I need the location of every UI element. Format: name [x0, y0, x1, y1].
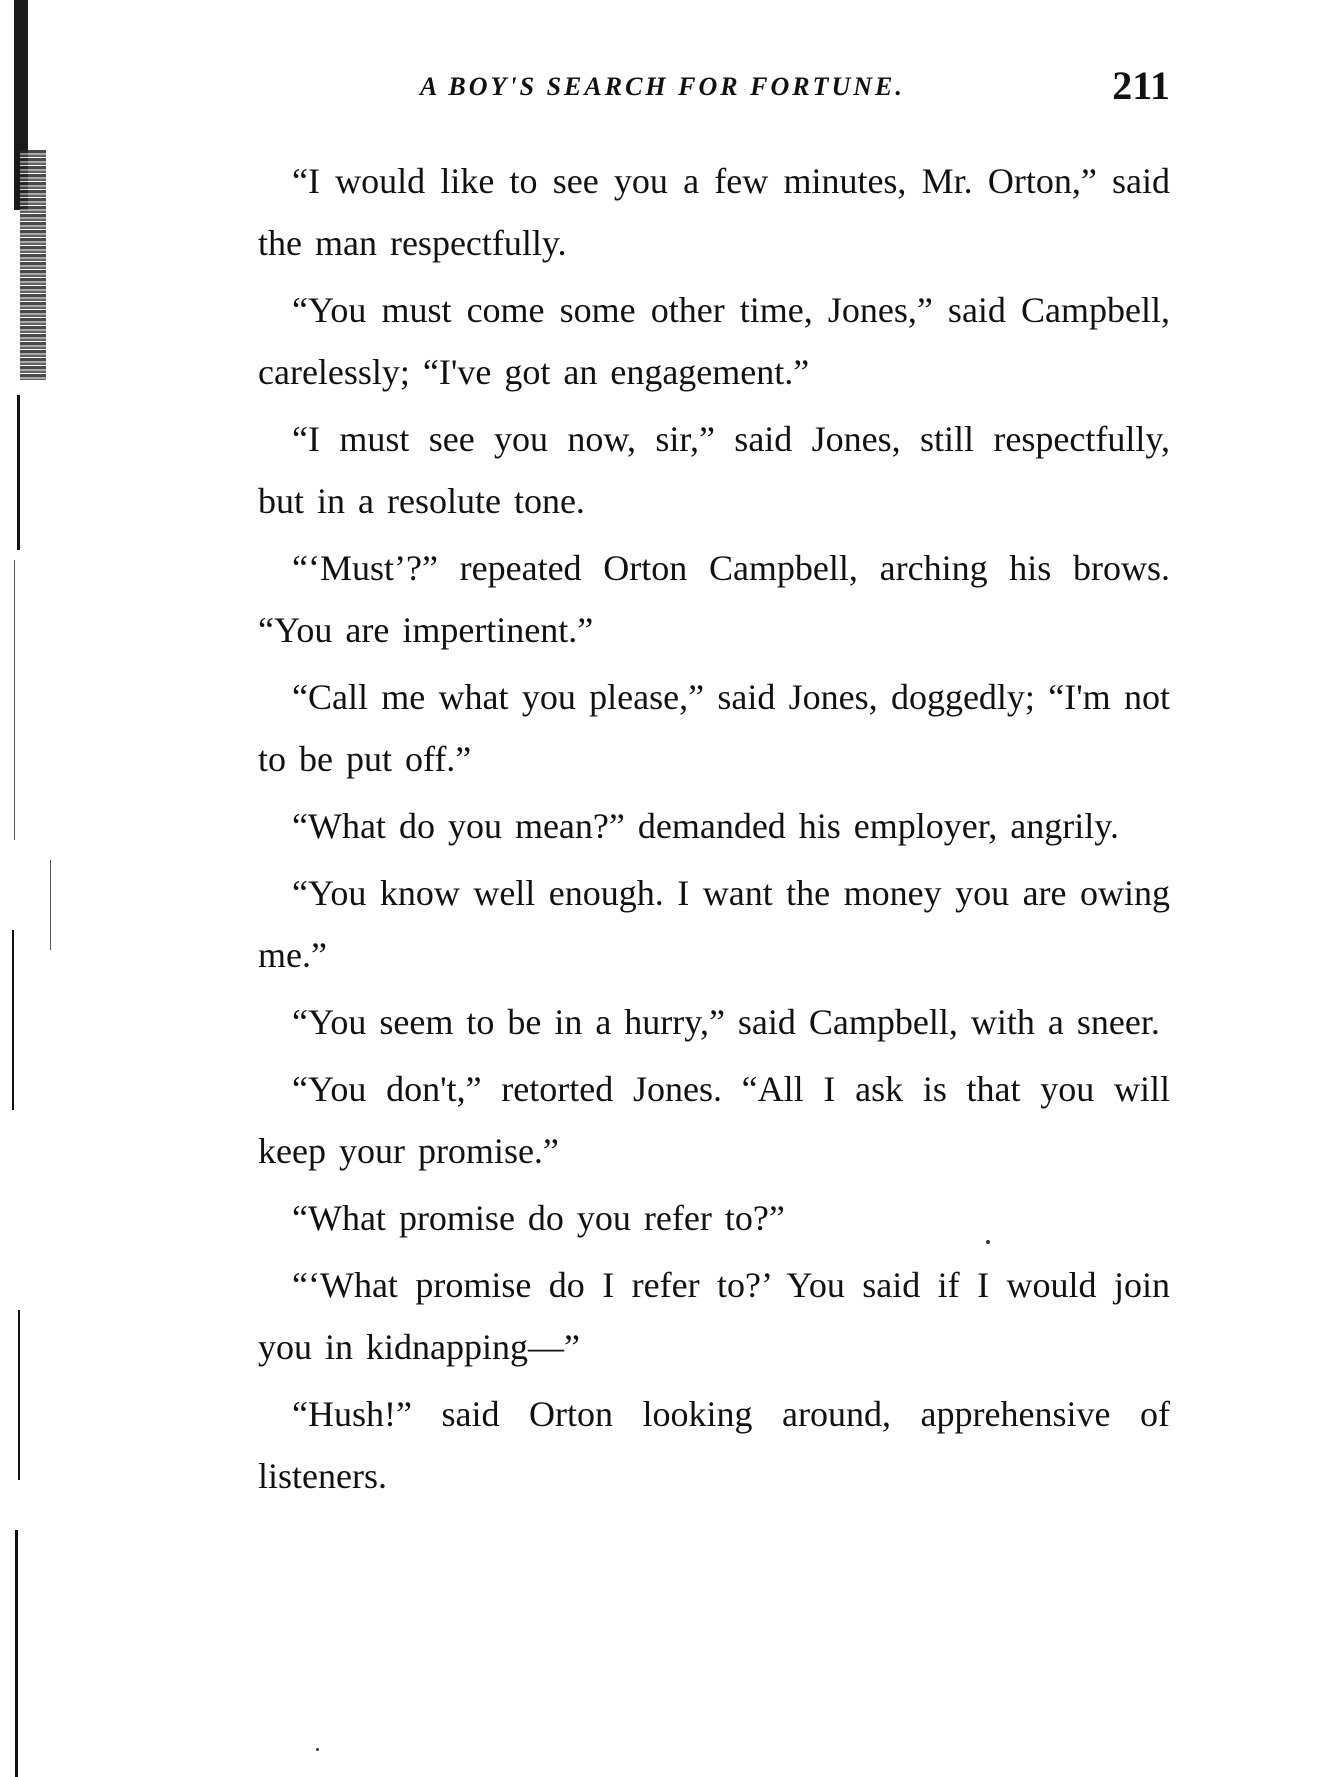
paragraph: “You seem to be in a hurry,” said Campbell, with a sneer. — [292, 1002, 1160, 1042]
page-number: 211 — [1112, 63, 1170, 108]
paragraph: “You must come some other time, Jones,” said Campbell, carelessly; “I've got an engagement.” — [258, 290, 1170, 392]
binding-edge-line — [17, 395, 20, 550]
paragraph: “‘Must’?” repeated Orton Campbell, arching his brows. “You are impertinent.” — [258, 548, 1170, 650]
paragraph: “I would like to see you a few minutes, Mr. Orton,” said the man respectfully. — [258, 161, 1170, 263]
paragraph: “Hush!” said Orton looking around, apprehensive of listeners. — [258, 1394, 1170, 1496]
paragraph: “‘What promise do I refer to?’ You said if I would join you in kidnapping—” — [258, 1265, 1170, 1367]
binding-edge-line — [18, 1310, 20, 1480]
scan-speck — [316, 1748, 319, 1751]
binding-edge-line — [15, 1530, 18, 1777]
body-text — [258, 150, 1170, 1512]
binding-edge-line — [14, 560, 15, 840]
paragraph: “You know well enough. I want the money you are owing me.” — [258, 873, 1170, 975]
page-header — [255, 62, 1170, 112]
paragraph: “What do you mean?” demanded his employer, angrily. — [292, 806, 1119, 846]
scan-speck — [986, 1240, 990, 1244]
paragraph: “I must see you now, sir,” said Jones, still respectfully, but in a resolute tone. — [258, 419, 1170, 521]
paragraph: “You don't,” retorted Jones. “All I ask is that you will keep your promise.” — [258, 1069, 1170, 1171]
binding-edge-line — [50, 860, 51, 950]
paragraph: “Call me what you please,” said Jones, doggedly; “I'm not to be put off.” — [258, 677, 1170, 779]
binding-edge-texture — [20, 150, 46, 380]
binding-edge-line — [12, 930, 14, 1110]
paragraph: “What promise do you refer to?” — [292, 1198, 785, 1238]
running-title: A BOY'S SEARCH FOR FORTUNE. — [420, 72, 905, 101]
